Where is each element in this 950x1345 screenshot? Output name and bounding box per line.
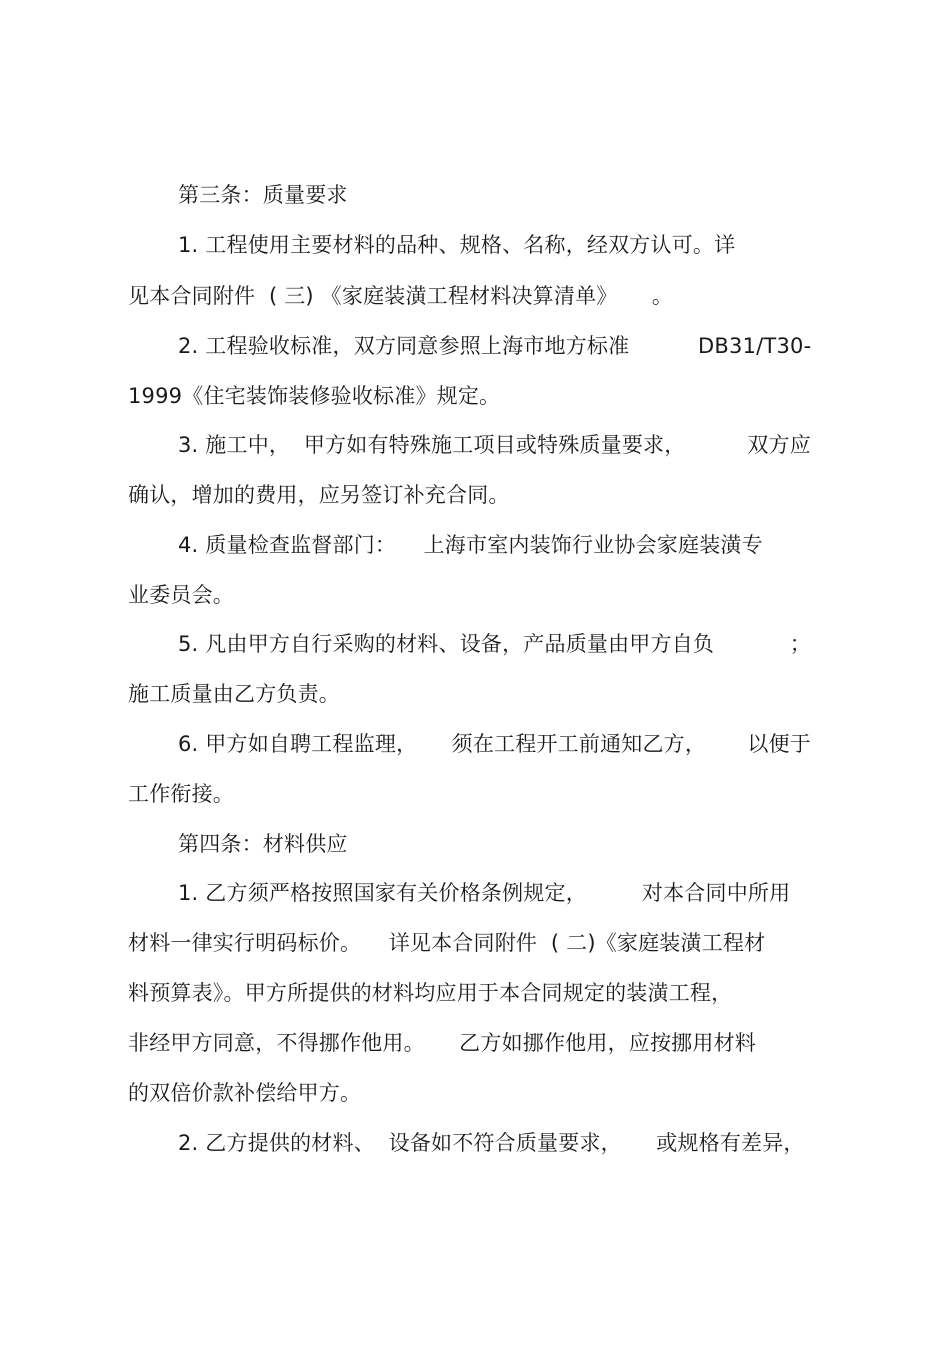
article-4-item-2-line-1: 2. 乙方提供的材料、 设备如不符合质量要求， 或规格有差异， <box>178 1131 805 1155</box>
article-3-item-1-line-1: 1. 工程使用主要材料的品种、规格、名称，经双方认可。详 <box>178 233 736 257</box>
article-4-heading: 第四条：材料供应 <box>178 832 348 856</box>
article-3-item-4-line-1: 4. 质量检查监督部门： 上海市室内装饰行业协会家庭装潢专 <box>178 533 763 557</box>
article-4-item-1-line-3: 料预算表》。甲方所提供的材料均应用于本合同规定的装潢工程， <box>128 981 733 1005</box>
article-3-item-3-line-2: 确认，增加的费用，应另签订补充合同。 <box>128 483 510 507</box>
article-3-item-3-line-1: 3. 施工中， 甲方如有特殊施工项目或特殊质量要求， 双方应 <box>178 433 811 457</box>
article-3-item-2-line-2: 1999《住宅装饰装修验收标准》规定。 <box>128 384 501 408</box>
article-3-item-2-line-1: 2. 工程验收标准，双方同意参照上海市地方标准 DB31/T30- <box>178 334 812 358</box>
article-3-item-6-line-2: 工作衔接。 <box>128 782 234 806</box>
article-3-item-4-line-2: 业委员会。 <box>128 583 234 607</box>
article-4-item-1-line-2: 材料一律实行明码标价。 详见本合同附件 ( 二)《家庭装潢工程材 <box>128 931 766 955</box>
article-4-item-1-line-5: 的双倍价款补偿给甲方。 <box>128 1081 362 1105</box>
article-4-item-1-line-4: 非经甲方同意，不得挪作他用。 乙方如挪作他用，应按挪用材料 <box>128 1031 756 1055</box>
article-3-heading: 第三条：质量要求 <box>178 183 348 207</box>
article-3-item-6-line-1: 6. 甲方如自聘工程监理， 须在工程开工前通知乙方， 以便于 <box>178 732 811 756</box>
article-3-item-5-line-1: 5. 凡由甲方自行采购的材料、设备，产品质量由甲方自负 ； <box>178 632 811 656</box>
article-3-item-5-line-2: 施工质量由乙方负责。 <box>128 682 340 706</box>
article-3-item-1-line-2: 见本合同附件 ( 三) 《家庭装潢工程材料决算清单》 。 <box>128 284 674 308</box>
article-4-item-1-line-1: 1. 乙方须严格按照国家有关价格条例规定， 对本合同中所用 <box>178 881 791 905</box>
